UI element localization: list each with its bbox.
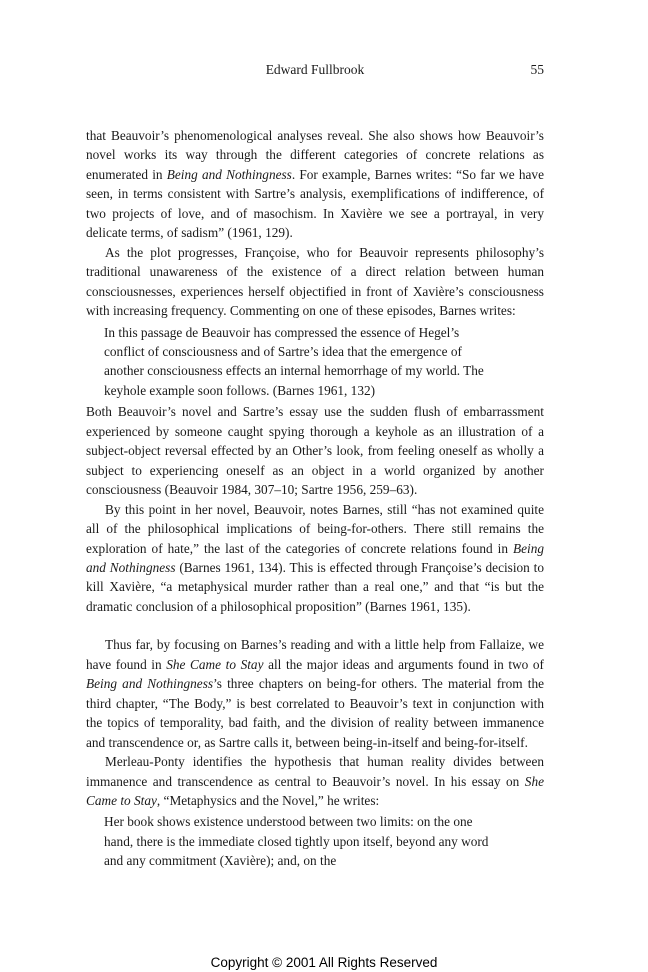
text-run: Both Beauvoir’s novel and Sartre’s essay use the sudden flush of embarrassment experienced by someone caught spying thorough a keyhole as an illustration of a subject-object reversal effected by an Other’s look, from feeling oneself as wholly a subject to experiencing oneself as an object in a world organized by another consciousness (Beauvoir 1984, 307–10; Sartre 1956, 259–63). <box>86 404 544 498</box>
text-run: Her book shows existence understood between two limits: on the one hand, there is the immediate closed tightly upon itself, beyond any word and any commitment (Xavière); and, on the <box>104 814 489 869</box>
page-number: 55 <box>530 62 544 77</box>
italic-title: Being and Nothingness <box>86 676 214 692</box>
text-run: that Beauvoir’s phenomenological analyses reveal. She also shows how Beauvoir’s novel works its way through the different categories of concrete relations as enumerated in <box>86 128 544 182</box>
text-run: Thus far, by focusing on Barnes’s reading and with a little help from Fallaize, we have found in <box>86 637 544 672</box>
text-run: (Barnes 1961, 134). This is effected through Françoise’s decision to kill Xavière, “a metaphysical murder rather than a real one,” and that “is but the dramatic conclusion of a philosophical proposition” (Barnes 1961, 135). <box>86 559 544 614</box>
italic-title: She Came to Stay <box>166 656 264 672</box>
text-run: By this point in her novel, Beauvoir, notes Barnes, still “has not examined quite all of the philosophical implications of being-for-others. There still remains the exploration of hate,” the last of the categories of concrete relations found in <box>86 501 544 556</box>
text-run: . For example, Barnes writes: “So far we have seen, in terms consistent with Sartre’s analysis, exemplifications of indifference, of two projects of love, and of masochism. In Xavière we see a portrayal, in very delicate terms, of sadism” (1961, 129). <box>86 166 544 241</box>
page-header <box>86 62 544 82</box>
text-run: ’s three chapters on being-for others. The material from the third chapter, “The Body,” is best correlated to Beauvoir’s text in conjunction with the topics of temporality, bad faith, and the division of reality between immanence and transcendence or, as Sartre calls it, between being-in-itself and being-for-itself. <box>86 676 544 750</box>
text-run: As the plot progresses, Françoise, who for Beauvoir represents philosophy’s traditional unawareness of the existence of a direct relation between human consciousnesses, experiences herself objectified in front of Xavière’s consciousness with increasing frequency. Commenting on one of these episodes, Barnes writes: <box>86 244 544 319</box>
text-run: In this passage de Beauvoir has compressed the essence of Hegel’s conflict of consciousness and of Sartre’s idea that the emergence of another consciousness effects an internal hemorrhage of my world. The keyhole example soon follows. (Barnes 1961, 132) <box>104 324 484 398</box>
paragraph <box>86 500 544 617</box>
italic-title: Being and Nothingness <box>86 540 544 575</box>
paragraph <box>86 243 544 321</box>
block-quote <box>104 812 490 870</box>
text-run: , “Metaphysics and the Novel,” he writes: <box>156 792 380 808</box>
paragraph <box>86 126 544 243</box>
paragraph <box>86 635 544 752</box>
running-head: Edward Fullbrook <box>265 62 365 77</box>
body-text <box>86 126 544 873</box>
italic-title: Being and Nothingness <box>166 166 292 182</box>
paragraph <box>86 752 544 810</box>
text-run: Merleau-Ponty identifies the hypothesis that human reality divides between immanence and transcendence as central to Beauvoir’s novel. In his essay on <box>86 754 544 789</box>
paragraph <box>86 402 544 499</box>
italic-title: She Came to Stay <box>86 773 544 808</box>
block-quote <box>104 323 490 401</box>
text-run: all the major ideas and arguments found in two of <box>263 656 544 672</box>
copyright-notice: Copyright © 2001 All Rights Reserved <box>210 955 438 970</box>
